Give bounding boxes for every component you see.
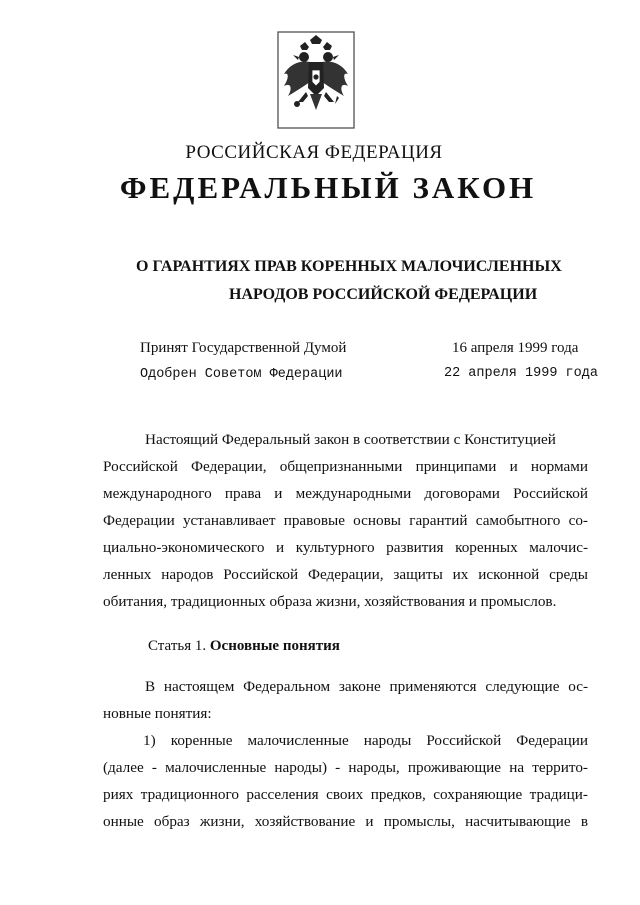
state-emblem — [276, 30, 356, 130]
intro-line: В настоящем Федеральном законе применяются следующие ос- — [145, 678, 588, 695]
document-type: ФЕДЕРАЛЬНЫЙ ЗАКОН — [119, 170, 537, 205]
preamble-line: обитания, традиционных образа жизни, хозяйствования и промыслов. — [103, 593, 557, 610]
double-headed-eagle-icon — [276, 30, 356, 130]
item-line: 1) коренные малочисленные народы Российской Федерации — [143, 732, 588, 749]
intro-line: новные понятия: — [103, 705, 212, 722]
article-1-item-1 — [103, 727, 588, 835]
article-number: Статья 1. — [148, 638, 207, 654]
preamble-line: Настоящий Федеральный закон в соответствии с Конституцией — [145, 431, 556, 448]
item-line: онные образ жизни, хозяйствование и промыслы, насчитывающие в — [103, 813, 588, 830]
law-title-line-2: НАРОДОВ РОССИЙСКОЙ ФЕДЕРАЦИИ — [229, 286, 538, 303]
preamble-line: ленных народов Российской Федерации, защиты их исконной среды — [103, 566, 588, 583]
council-approval-label: Одобрен Советом Федерации — [140, 367, 343, 382]
duma-adoption-date: 16 апреля 1999 года — [452, 340, 579, 356]
item-line: риях традиционного расселения своих предков, сохраняющие традици- — [103, 786, 588, 803]
article-1-heading — [148, 638, 340, 655]
duma-adoption-label: Принят Государственной Думой — [140, 340, 347, 356]
preamble-line: международного права и международными договорами Российской — [103, 485, 588, 502]
article-title: Основные понятия — [209, 638, 340, 654]
country-name: РОССИЙСКАЯ ФЕДЕРАЦИЯ — [185, 142, 443, 163]
article-1-intro — [103, 673, 588, 727]
preamble-line: циально-экономического и культурного развития коренных малочис- — [103, 539, 588, 556]
preamble-line: Российской Федерации, общепризнанными принципами и нормами — [103, 458, 588, 475]
law-title-line-1: О ГАРАНТИЯХ ПРАВ КОРЕННЫХ МАЛОЧИСЛЕННЫХ — [136, 258, 562, 275]
item-line: (далее - малочисленные народы) - народы, проживающие на террито- — [103, 759, 588, 776]
preamble-line: Федерации устанавливает правовые основы гарантий самобытного со- — [103, 512, 588, 529]
preamble-paragraph — [103, 426, 588, 615]
council-approval-date: 22 апреля 1999 года — [444, 366, 598, 381]
